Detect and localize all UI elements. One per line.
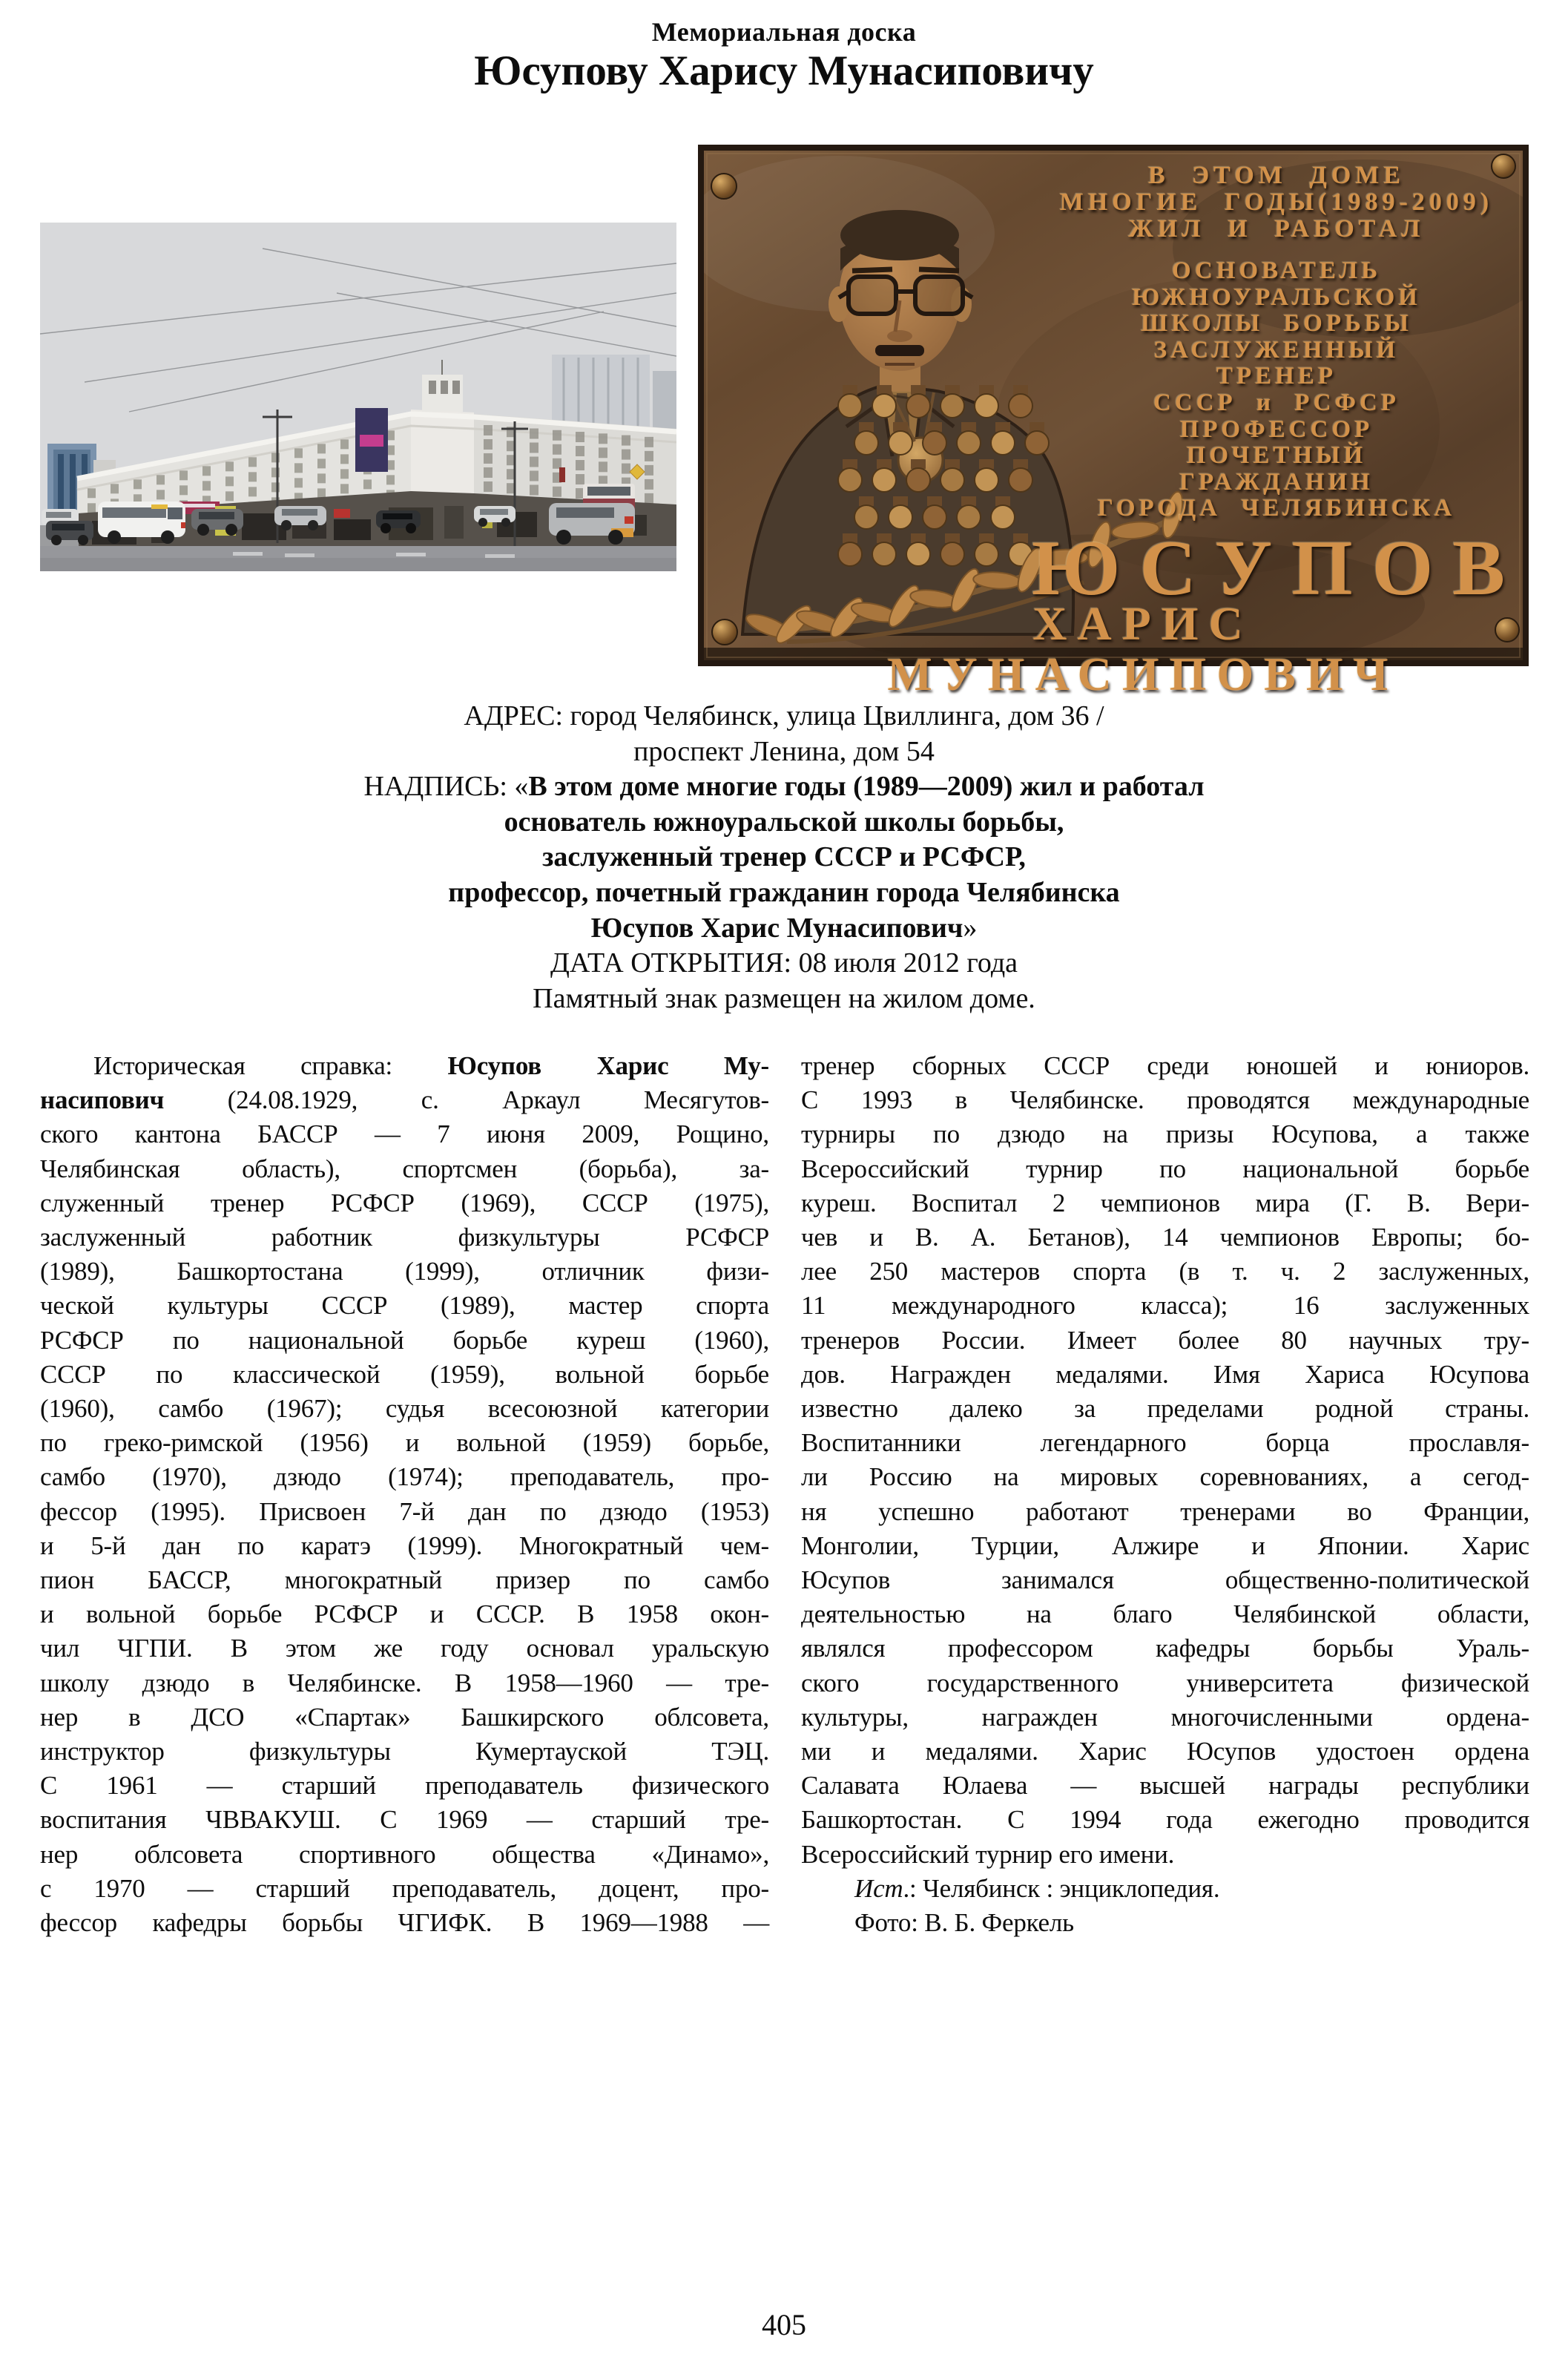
address-block-line: НАДПИСЬ: «В этом доме многие годы (1989—2009) жил и работал [363, 771, 1205, 803]
column-right-line: Воспитанники легендарного борца прославля- [801, 1428, 1529, 1458]
plaque-mid-lines-line: ЮЖНОУРАЛЬСКОЙ [1132, 283, 1421, 311]
address-block-line: основатель южноуральской школы борьбы, [504, 806, 1064, 838]
address-block-line: заслуженный тренер СССР и РСФСР, [542, 841, 1026, 873]
column-left-line: Челябинская область), спортсмен (борьба), за- [40, 1154, 769, 1183]
column-right-line: известно далеко за пределами родной страны. [801, 1394, 1529, 1424]
plaque-mid-lines-line: ЗАСЛУЖЕННЫЙ [1153, 336, 1400, 364]
traffic-light [559, 467, 565, 482]
column-right-line: ского государственного университета физической [801, 1668, 1529, 1697]
column-left-line: с 1970 — старший преподаватель, доцент, про- [40, 1873, 769, 1903]
plaque-top-lines-line: МНОГИЕ ГОДЫ(1989-2009) [1059, 188, 1494, 216]
column-left-line: и вольной борьбе РСФСР и СССР. В 1958 окон- [40, 1600, 769, 1629]
column-right-line: Салавата Юлаева — высшей награды республики [801, 1771, 1529, 1801]
column-left-line: Историческая справка: Юсупов Харис Му- [93, 1051, 769, 1080]
column-left-line: заслуженный работник физкультуры РСФСР [40, 1223, 769, 1252]
column-left-line: ческой культуры СССР (1989), мастер спорта [40, 1291, 769, 1321]
column-right-line: ли Россию на мировых соревнованиях, а сегод- [801, 1462, 1529, 1492]
column-left-line: пион БАССР, многократный призер по самбо [40, 1565, 769, 1595]
address-block-line: АДРЕС: город Челябинск, улица Цвиллинга, дом 36 / [464, 700, 1104, 731]
column-left-line: нер в ДСО «Спартак» Башкирского облсовета, [40, 1702, 769, 1732]
column-right-line: Монголии, Турции, Алжире и Японии. Харис [801, 1531, 1529, 1560]
column-right-line: Башкортостан. С 1994 года ежегодно проводится [801, 1805, 1529, 1835]
column-left-line: самбо (1970), дзюдо (1974); преподаватель, про- [40, 1462, 769, 1492]
plaque-top-lines [1033, 162, 1520, 243]
column-left-line: нер облсовета спортивного общества «Динамо», [40, 1839, 769, 1869]
address-block-line: Памятный знак размещен на жилом доме. [533, 982, 1035, 1014]
column-right-line: Всероссийский турнир по национальной борьбе [801, 1154, 1529, 1183]
page-title: Юсупову Харису Мунасиповичу [474, 47, 1094, 94]
column-right-line: культуры, награжден многочисленными ордена- [801, 1702, 1529, 1732]
column-left-line: СССР по классической (1959), вольной борьбе [40, 1359, 769, 1389]
address-block-line: профессор, почетный гражданин города Челябинска [448, 876, 1120, 908]
column-right-line: ня успешно работают тренерами во Франции, [801, 1496, 1529, 1526]
plaque-mid-lines-line: ПОЧЕТНЫЙ [1186, 442, 1367, 470]
column-left-line: ского кантона БАССР — 7 июня 2009, Рощино, [40, 1120, 769, 1149]
plaque-top-lines-line: ЖИЛ И РАБОТАЛ [1128, 215, 1425, 243]
column-right-line: Ист.: Челябинск : энциклопедия. [854, 1873, 1220, 1903]
plaque-mid-lines-line: СССР и РСФСР [1153, 389, 1400, 416]
address-block-line: проспект Ленина, дом 54 [633, 735, 935, 767]
plaque-name-line: ХАРИС МУНАСИПОВИЧ [887, 597, 1399, 700]
page-category-title: Мемориальная доска [651, 17, 917, 47]
column-right-line: дов. Награжден медалями. Имя Хариса Юсупова [801, 1359, 1529, 1389]
column-right [801, 1049, 1529, 1940]
plaque-mid-lines [1033, 258, 1520, 522]
street-photo [40, 223, 676, 571]
column-left-line: по греко-римской (1956) и вольной (1959) борьбе, [40, 1428, 769, 1458]
column-left [40, 1049, 769, 1940]
address-block [0, 699, 1568, 1016]
column-right-line: Всероссийский турнир его имени. [801, 1839, 1175, 1869]
column-left-line: насипович (24.08.1929, с. Аркаул Месягутов- [40, 1085, 769, 1115]
column-right-line: лее 250 мастеров спорта (в т. ч. 2 заслуженных, [801, 1257, 1529, 1286]
address-block-line: ДАТА ОТКРЫТИЯ: 08 июля 2012 года [550, 947, 1018, 979]
plaque-mid-lines-line: ШКОЛЫ БОРЬБЫ [1140, 310, 1413, 338]
column-left-line: инструктор физкультуры Кумертауской ТЭЦ. [40, 1737, 769, 1766]
column-left-line: и 5-й дан по каратэ (1999). Многократный чем- [40, 1531, 769, 1560]
column-right-line: Юсупов занимался общественно-политической [801, 1565, 1529, 1595]
column-right-line: тренер сборных СССР среди юношей и юниоров. [801, 1051, 1529, 1080]
column-left-line: РСФСР по национальной борьбе куреш (1960), [40, 1325, 769, 1355]
plaque-mid-lines-line: ГРАЖДАНИН [1179, 468, 1374, 496]
plaque-surname: ЮСУПОВ [1032, 525, 1524, 611]
column-right-line: чев и В. А. Бетанов), 14 чемпионов Европы; бо- [801, 1223, 1529, 1252]
plaque-photo [698, 145, 1529, 700]
column-left-line: чил ЧГПИ. В этом же году основал уральскую [40, 1634, 769, 1663]
column-right-line: ми и медалями. Харис Юсупов удостоен ордена [801, 1737, 1529, 1766]
plaque-mid-lines-line: ПРОФЕССОР [1179, 415, 1374, 443]
page-number: 405 [762, 2308, 806, 2341]
column-right-line: тренеров России. Имеет более 80 научных тру- [801, 1325, 1529, 1355]
column-right-line: С 1993 в Челябинске. проводятся международные [801, 1085, 1529, 1115]
column-left-line: служенный тренер РСФСР (1969), СССР (1975), [40, 1188, 769, 1217]
column-right-line: Фото: В. Б. Феркель [854, 1908, 1074, 1938]
column-left-line: школу дзюдо в Челябинске. В 1958—1960 — тре- [40, 1668, 769, 1697]
column-right-line: турниры по дзюдо на призы Юсупова, а также [801, 1120, 1529, 1149]
column-left-line: воспитания ЧВВАКУШ. С 1969 — старший тре- [40, 1805, 769, 1835]
column-left-line: фессор кафедры борьбы ЧГИФК. В 1969—1988 — [40, 1908, 769, 1938]
column-right-line: 11 международного класса); 16 заслуженных [801, 1291, 1529, 1321]
plaque-mid-lines-line: ОСНОВАТЕЛЬ [1171, 257, 1382, 284]
column-left-line: (1989), Башкортостана (1999), отличник физи- [40, 1257, 769, 1286]
plaque-mid-lines-line: ГОРОДА ЧЕЛЯБИНСКА [1097, 495, 1456, 522]
plaque-mid-lines-line: ТРЕНЕР [1216, 363, 1337, 390]
column-right-line: деятельностью на благо Челябинской области, [801, 1600, 1529, 1629]
street-photo-art [40, 223, 676, 571]
column-left-line: С 1961 — старший преподаватель физического [40, 1771, 769, 1801]
address-block-line: Юсупов Харис Мунасипович» [590, 912, 978, 944]
column-left-line: (1960), самбо (1967); судья всесоюзной категории [40, 1394, 769, 1424]
column-right-line: являлся профессором кафедры борьбы Ураль- [801, 1634, 1529, 1663]
plaque-top-lines-line: В ЭТОМ ДОМЕ [1147, 162, 1406, 189]
column-left-line: фессор (1995). Присвоен 7-й дан по дзюдо (1953) [40, 1496, 769, 1526]
column-right-line: куреш. Воспитал 2 чемпионов мира (Г. В. Вери- [801, 1188, 1529, 1217]
